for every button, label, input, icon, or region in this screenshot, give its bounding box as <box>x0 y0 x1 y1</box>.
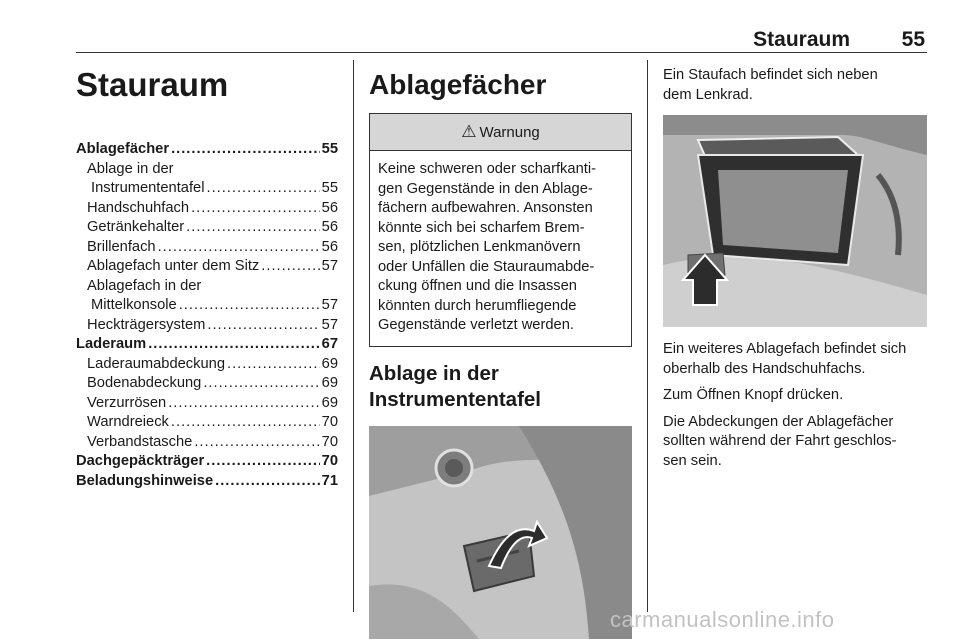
toc-entry-page: 71 <box>321 472 338 489</box>
toc-leader-dots <box>206 452 319 472</box>
toc-leader-dots <box>171 413 320 433</box>
warning-line: fächern aufbewahren. Ansonsten <box>378 200 593 216</box>
toc-entry[interactable] <box>76 277 338 297</box>
warning-line: Keine schweren oder scharfkanti- <box>378 161 596 177</box>
steering-wheel-storage-photo <box>663 115 927 327</box>
toc-entry-title: Beladungshinweise <box>76 472 214 489</box>
toc-entry[interactable] <box>76 257 338 277</box>
dashboard-storage-illustration <box>369 426 632 639</box>
toc-entry[interactable] <box>76 472 338 492</box>
toc-entry-title: Handschuhfach <box>87 199 190 216</box>
subsection-title-line: Ablage in der <box>369 361 499 385</box>
toc-entry[interactable] <box>76 296 338 316</box>
toc-entry-page: 70 <box>321 433 338 450</box>
warning-line: sen, plötzlichen Lenkmanövern <box>378 239 581 255</box>
text-line: sen sein. <box>663 452 722 469</box>
watermark: carmanualsonline.info <box>610 607 835 632</box>
toc-entry-page: 55 <box>321 180 338 196</box>
toc-entry[interactable] <box>76 316 338 336</box>
toc-entry-page: 55 <box>321 141 338 157</box>
toc-leader-dots <box>207 316 319 336</box>
toc-entry-page: 56 <box>321 199 338 216</box>
toc-entry[interactable] <box>76 140 338 160</box>
toc-entry[interactable] <box>76 199 338 219</box>
toc-entry-title: Ablagefächer <box>76 141 170 157</box>
toc-entry-title: Dachgepäckträger <box>76 453 205 469</box>
toc-entry[interactable] <box>76 160 338 180</box>
toc-leader-dots <box>179 296 320 316</box>
toc-entry-page: 69 <box>321 394 338 411</box>
toc-entry-page: 70 <box>321 414 338 430</box>
dashboard-storage-photo <box>369 426 632 639</box>
toc-entry-page: 56 <box>321 219 338 235</box>
toc-entry-title: Warndreieck <box>87 414 169 430</box>
toc-entry-title: Ablagefach unter dem Sitz <box>87 258 260 274</box>
steering-wheel-storage-illustration <box>663 115 927 327</box>
warning-line: könnte sich bei scharfem Brem- <box>378 219 585 236</box>
column-divider-left <box>353 60 354 612</box>
right-column <box>663 66 928 478</box>
toc-entry-title: Mittelkonsole <box>91 297 177 313</box>
toc-entry-title: Ablage in der <box>87 160 174 177</box>
header-divider <box>76 52 927 53</box>
paragraph-knopf: Zum Öffnen Knopf drücken. <box>663 387 844 403</box>
warning-text <box>370 151 631 346</box>
warning-line: könnten durch herumfliegende <box>378 297 577 314</box>
toc-leader-dots <box>227 355 320 375</box>
toc-entry-title: Laderaum <box>76 336 147 352</box>
toc-leader-dots <box>206 179 319 199</box>
toc-leader-dots <box>203 374 319 394</box>
warning-line: oder Unfällen die Stauraumabde- <box>378 258 595 275</box>
toc-entry[interactable] <box>76 238 338 258</box>
toc-leader-dots <box>148 335 319 355</box>
warning-icon: ⚠ <box>461 122 477 141</box>
toc-entry-page: 69 <box>321 375 338 391</box>
column-divider-right <box>647 60 648 612</box>
toc-entry-page: 57 <box>321 258 338 274</box>
toc-entry-title: Brillenfach <box>87 238 156 255</box>
light-switch-center <box>445 459 463 477</box>
toc-entry-title: Instrumententafel <box>91 180 205 196</box>
text-line: oberhalb des Handschuhfachs. <box>663 360 866 377</box>
section-title: Ablagefächer <box>369 69 547 100</box>
toc-entry[interactable] <box>76 452 338 472</box>
toc-entry-title: Ablagefach in der <box>87 277 202 294</box>
text-line: dem Lenkrad. <box>663 86 753 103</box>
chapter-contents-column <box>76 60 338 491</box>
paragraph-weiteres-ablagefach <box>663 340 928 379</box>
toc-leader-dots <box>261 257 319 277</box>
toc-leader-dots <box>194 433 319 453</box>
toc-entry-page: 67 <box>321 336 338 352</box>
subsection-title-line: Instrumententafel <box>369 387 541 411</box>
toc-entry-title: Verzurrösen <box>87 394 167 411</box>
toc-entry-title: Getränkehalter <box>87 219 185 235</box>
toc-entry-page: 57 <box>321 316 338 333</box>
toc-leader-dots <box>168 394 319 414</box>
warning-box <box>369 113 632 347</box>
warning-header <box>370 114 631 151</box>
toc-entry[interactable] <box>76 179 338 199</box>
subsection-title <box>369 361 632 413</box>
compartment-interior <box>718 170 848 253</box>
page-number: 55 <box>901 28 925 51</box>
toc-entry-page: 57 <box>321 297 338 313</box>
toc-entry-title: Laderaumabdeckung <box>87 355 226 372</box>
text-line: Die Abdeckungen der Ablagefächer <box>663 413 894 430</box>
toc-leader-dots <box>186 218 320 238</box>
toc-entry-page: 69 <box>321 355 338 372</box>
toc-entry[interactable] <box>76 335 338 355</box>
warning-line: Gegenstände verletzt werden. <box>378 317 574 333</box>
warning-line: gen Gegenstände in den Ablage- <box>378 180 593 197</box>
toc-entry-title: Verbandstasche <box>87 433 193 450</box>
toc-entry[interactable] <box>76 394 338 414</box>
text-line: Ein weiteres Ablagefach befindet sich <box>663 341 907 357</box>
toc-entry-page: 56 <box>321 238 338 255</box>
table-of-contents <box>76 140 338 491</box>
toc-leader-dots <box>215 472 320 492</box>
running-header-title: Stauraum <box>753 28 850 51</box>
toc-entry[interactable] <box>76 433 338 453</box>
text-line: Ein Staufach befindet sich neben <box>663 67 878 83</box>
paragraph-abdeckungen <box>663 413 928 472</box>
warning-label: Warnung <box>479 123 540 141</box>
toc-entry-title: Bodenabdeckung <box>87 375 202 391</box>
paragraph-staufach <box>663 66 928 105</box>
toc-entry[interactable] <box>76 218 338 238</box>
middle-column <box>369 60 632 639</box>
toc-leader-dots <box>171 140 320 160</box>
warning-line: ckung öffnen und die Insassen <box>378 278 577 294</box>
toc-entry-page: 70 <box>321 453 338 469</box>
toc-entry-title: Heckträgersystem <box>87 316 206 333</box>
toc-entry[interactable] <box>76 413 338 433</box>
toc-leader-dots <box>191 199 320 219</box>
toc-leader-dots <box>158 238 320 258</box>
toc-entry[interactable] <box>76 355 338 375</box>
text-line: sollten während der Fahrt geschlos- <box>663 433 897 449</box>
chapter-title: Stauraum <box>76 66 229 103</box>
toc-entry[interactable] <box>76 374 338 394</box>
